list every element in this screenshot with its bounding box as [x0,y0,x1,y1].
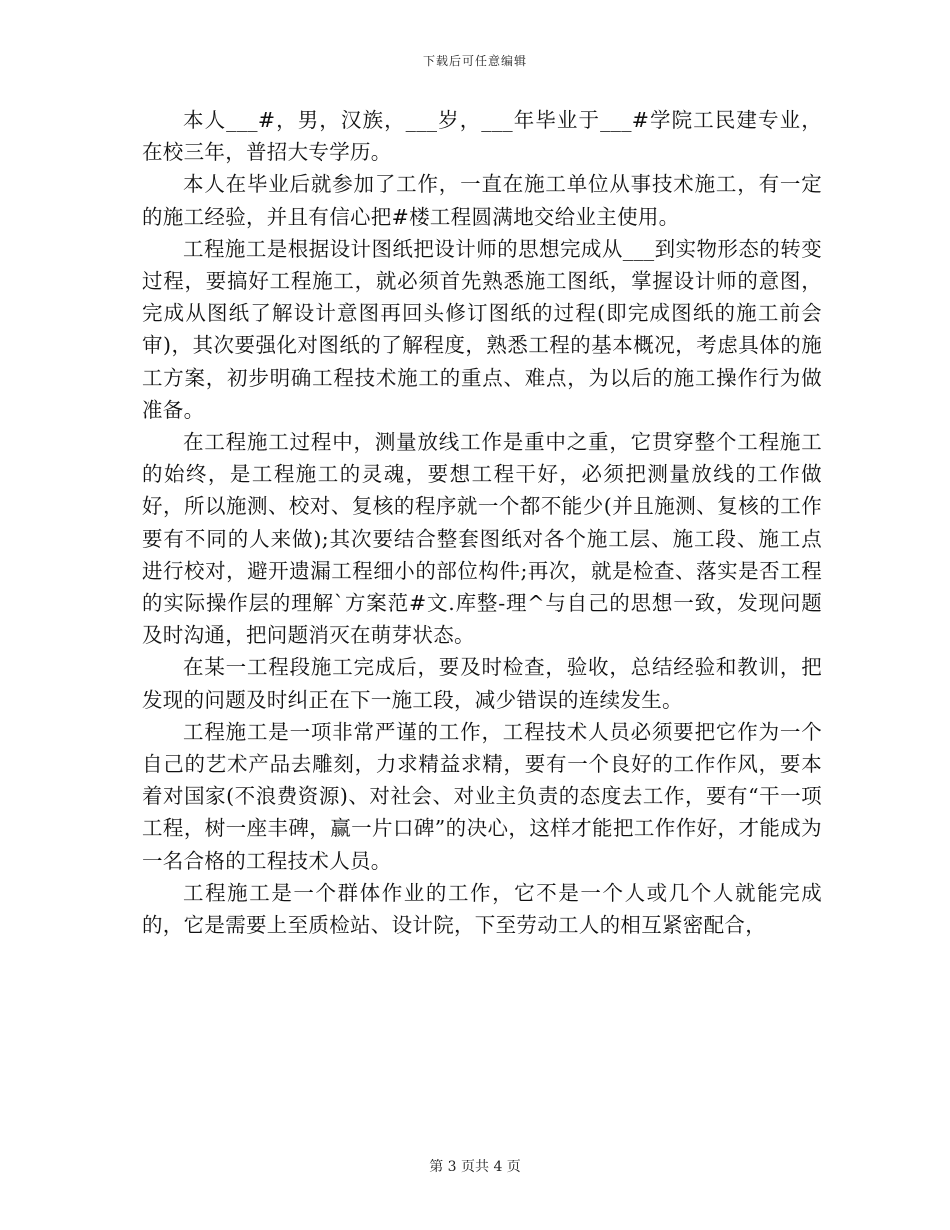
paragraph-3: 工程施工是根据设计图纸把设计师的思想完成从___到实物形态的转变过程，要搞好工程施工，就必须首先熟悉施工图纸，掌握设计师的意图，完成从图纸了解设计意图再回头修订图纸的过程(即完成图纸的施工前会审)，其次要强化对图纸的了解程度，熟悉工程的基本概况，考虑具体的施工方案，初步明确工程技术施工的重点、难点，为以后的施工操作行为做准备。 [142,236,822,422]
paragraph-2: 本人在毕业后就参加了工作，一直在施工单位从事技术施工，有一定的施工经验，并且有信心把#楼工程圆满地交给业主使用。 [142,172,822,229]
paragraph-5: 在某一工程段施工完成后，要及时检查，验收，总结经验和教训，把发现的问题及时纠正在下一施工段，减少错误的连续发生。 [142,655,822,712]
paragraph-1: 本人___#，男，汉族，___岁，___年毕业于___#学院工民建专业，在校三年，普招大专学历。 [142,108,822,165]
paragraph-6: 工程施工是一项非常严谨的工作，工程技术人员必须要把它作为一个自己的艺术产品去雕刻，力求精益求精，要有一个良好的工作作风，要本着对国家(不浪费资源)、对社会、对业主负责的态度去工作，要有“干一项工程，树一座丰碑，赢一片口碑”的决心，这样才能把工作作好，才能成为一名合格的工程技术人员。 [142,719,822,873]
page-number-footer: 第 3 页共 4 页 [429,1159,521,1175]
document-body [142,104,822,941]
page-header: 下载后可任意编辑 [422,54,527,68]
paragraph-4: 在工程施工过程中，测量放线工作是重中之重，它贯穿整个工程施工的始终，是工程施工的灵魂，要想工程干好，必须把测量放线的工作做好，所以施测、校对、复核的程序就一个都不能少(并且施测、复核的工作要有不同的人来做);其次要结合整套图纸对各个施工层、施工段、施工点进行校对，避开遗漏工程细小的部位构件;再次，就是检查、落实是否工程的实际操作层的理解`方案范#文.库整-理^与自己的思想一致，发现问题及时沟通，把问题消灭在萌芽状态。 [142,430,822,648]
paragraph-7: 工程施工是一个群体作业的工作，它不是一个人或几个人就能完成的，它是需要上至质检站、设计院，下至劳动工人的相互紧密配合， [142,880,822,938]
